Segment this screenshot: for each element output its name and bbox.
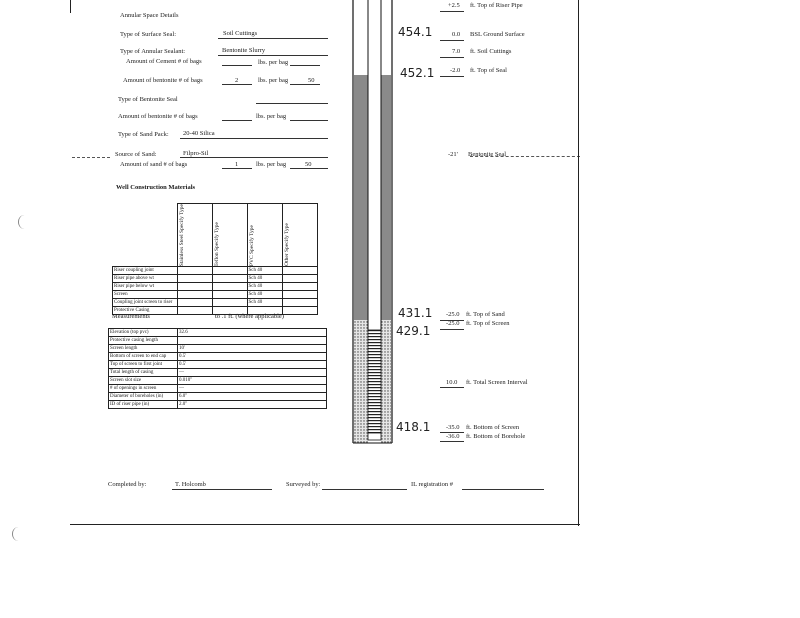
elevation-handwritten: 431.1 [398,306,433,320]
cell: Sch 40 [247,267,282,275]
row-label: Total length of casing [109,369,178,377]
annotation-depth: -21' [448,151,458,158]
annotation-depth: -35.0 [446,424,460,431]
annular-sealant-label: Type of Annular Sealant: [120,48,186,55]
annotation-depth: -2.0 [450,67,461,74]
annotation-depth: +2.5 [448,2,460,9]
completed-label: Completed by: [108,481,147,488]
row-label: Screen length [109,345,178,353]
cell: 2.0" [178,401,327,409]
bentonite-seal-unit: lbs. per bag [256,113,287,120]
sand-lbs: 50 [305,161,312,168]
bentonite-seal-amount-label: Amount of bentonite # of bags [118,113,198,120]
row-label: Protective casing length [109,337,178,345]
left-sand-pack [354,320,368,443]
row-label: Top of screen to first joint [109,361,178,369]
materials-heading: Well Construction Materials [116,184,196,191]
annotation-depth: 0.0 [452,31,461,38]
bentonite-lbs: 50 [308,77,315,84]
elevation-handwritten: 418.1 [396,420,431,434]
completed-value: T. Holcomb [175,481,206,488]
cell: Sch 40 [247,275,282,283]
cell: 6.0" [178,393,327,401]
sand-source-label: Source of Sand: [115,151,157,158]
end-cap [368,433,381,440]
elevation-handwritten: 429.1 [396,324,431,338]
bentonite-seal-label: Type of Bentonite Seal [118,96,178,103]
sand-bags: 1 [235,161,239,168]
surface-seal-value: Soil Cuttings [223,30,258,37]
surface-seal-label: Type of Surface Seal: [120,31,177,38]
cell: Sch 40 [247,291,282,299]
annotation-label: ft. Bottom of Screen [466,424,520,431]
sand-pack-label: Type of Sand Pack: [118,131,169,138]
row-label: Protective Casing [113,307,178,315]
row-label: Screen slot size [109,377,178,385]
cell: 0.010" [178,377,327,385]
annotation-tick [440,441,464,442]
annotation-tick [440,11,464,12]
annotation-label: Bentonite Seal [468,151,507,158]
annotation-depth: 10.0 [446,379,458,386]
col-teflon-label: Teflon Specify Type [213,221,220,267]
row-label: Elevation (top pvc) [109,329,178,337]
sand-amount-label: Amount of sand # of bags [120,161,188,168]
cell: — [178,385,327,393]
surveyed-label: Surveyed by: [286,481,321,488]
row-label: Diameter of boreholes (in) [109,393,178,401]
bentonite-unit: lbs. per bag [258,77,289,84]
left-seal-fill [354,75,368,320]
elevation-handwritten: 454.1 [398,25,433,39]
annotation-depth: -25.0 [446,320,460,327]
annotation-label: ft. Bottom of Borehole [466,433,526,440]
annotation-label: ft. Top of Screen [466,320,510,327]
col-pvc-label: PVC Specify Type [248,225,255,267]
registration-label: IL registration # [411,481,453,488]
row-label: Coupling joint screen to riser [113,299,178,307]
row-label: Screen [113,291,178,299]
annotation-label: ft. Top of Sand [466,311,505,318]
cell: Sch 40 [247,299,282,307]
annotation-label: BSL Ground Surface [470,31,525,38]
annotation-depth: 7.0 [452,48,461,55]
cell: 32.6 [178,329,327,337]
measurements-heading: Measurements [112,313,150,320]
annotation-label: ft. Top of Seal [470,67,507,74]
measurements-note: to .1 ft. (where applicable) [215,313,284,320]
annotation-tick [440,57,464,58]
annular-sealant-value: Bentonite Slurry [222,47,266,54]
row-label: Riser pipe above wt [113,275,178,283]
annotation-tick [440,329,464,330]
row-label: Riser pipe below wt [113,283,178,291]
right-sand-pack [381,320,391,443]
cell: — [178,369,327,377]
right-seal-fill [381,75,391,320]
well-screen [368,330,381,433]
sand-unit: lbs. per bag [256,161,287,168]
cement-unit: lbs. per bag [258,59,289,66]
row-label: ID of riser pipe (in) [109,401,178,409]
annotation-label: ft. Total Screen Interval [466,379,528,386]
annotation-label: ft. Soil Cuttings [470,48,512,55]
bentonite-bags: 2 [235,77,239,84]
elevation-handwritten: 452.1 [400,66,435,80]
annotation-label: ft. Top of Riser Pipe [470,2,523,9]
col-stainless-label: Stainless Steel Specify Type [178,204,185,267]
cell: 0.5' [178,361,327,369]
row-label: Bottom of screen to end cap [109,353,178,361]
row-label: Riser coupling joint [113,267,178,275]
annotation-tick [440,387,464,388]
cell: 10' [178,345,327,353]
col-other-label: Other Specify Type [283,223,290,267]
cement-label: Amount of Cement # of bags [126,58,202,65]
annotation-tick [440,76,464,77]
annotation-depth: -36.0 [446,433,460,440]
bentonite-label: Amount of bentonite # of bags [123,77,203,84]
row-label: # of openings in screen [109,385,178,393]
annotation-depth: -25.0 [446,311,460,318]
sand-pack-value: 20-40 Silica [183,130,215,137]
cell: 0.5' [178,353,327,361]
sand-source-value: Filpro-Sil [183,150,209,157]
annular-heading: Annular Space Details [120,12,179,19]
cell: Sch 40 [247,283,282,291]
annotation-tick [440,40,464,41]
